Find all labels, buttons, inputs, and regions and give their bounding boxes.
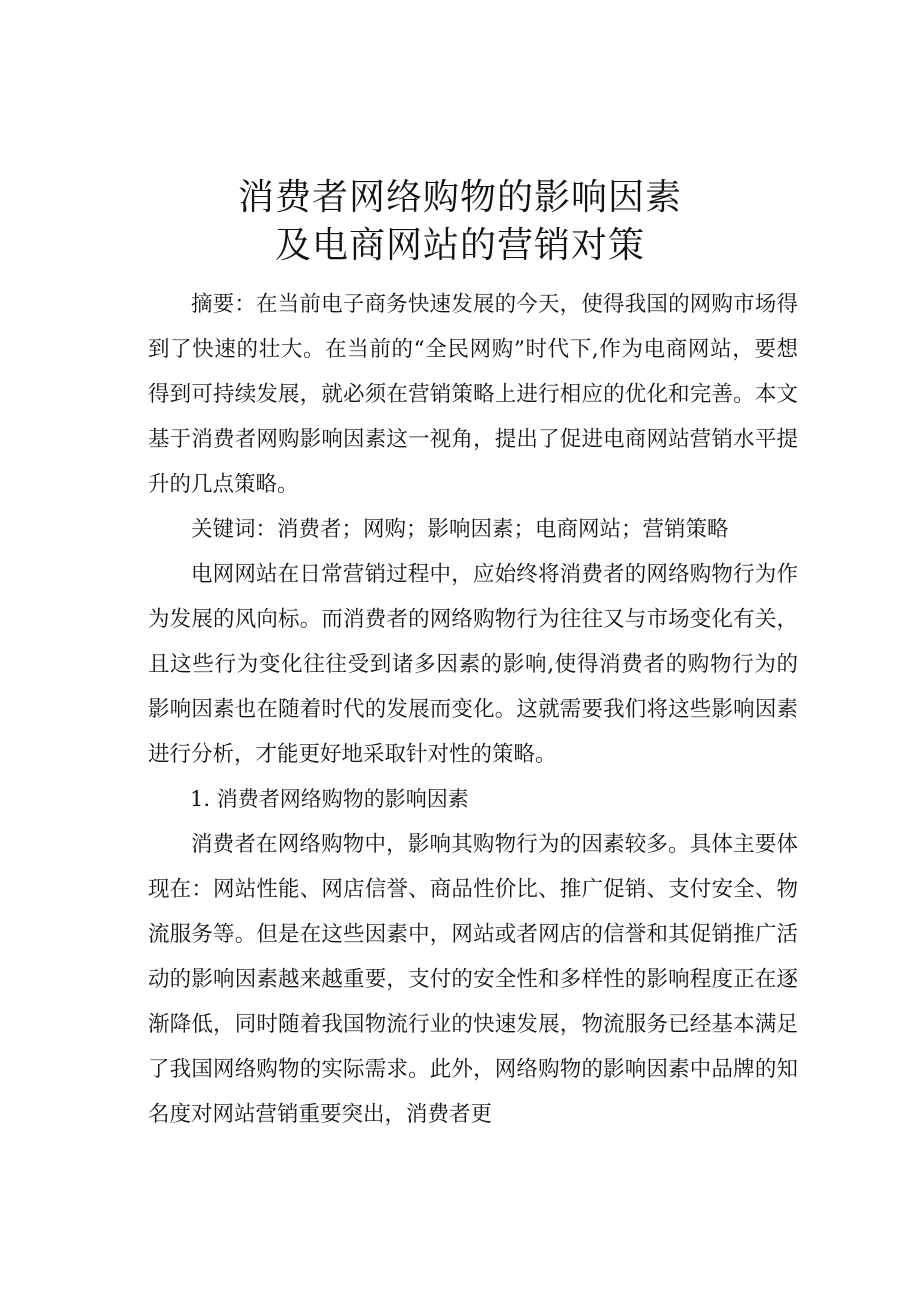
section-paragraph: 消费者在网络购物中，影响其购物行为的因素较多。具体主要体现在：网站性能、网店信誉、商品性价比、推广促销、支付安全、物流服务等。但是在这些因素中，网站或者网店的信誉和其促销推广活动的影响因素越来越重要，支付的安全性和多样性的影响程度正在逐渐降低，同时随着我国物流行业的快速发展，物流服务已经基本满足了我国网络购物的实际需求。此外，网络购物的影响因素中品牌的知名度对网站营销重要突出，消费者更 bbox=[148, 832, 798, 1127]
title-line-2: 及电商网站的营销对策 bbox=[274, 225, 645, 267]
page-title bbox=[0, 174, 920, 270]
abstract-paragraph: 摘要：在当前电子商务快速发展的今天，使得我国的网购市场得到了快速的壮大。在当前的“全民网购”时代下,作为电商网站，要想得到可持续发展，就必须在营销策略上进行相应的优化和完善。本文基于消费者网购影响因素这一视角，提出了促进电商网站营销水平提升的几点策略。 bbox=[148, 292, 798, 497]
title-line-1: 消费者网络购物的影响因素 bbox=[237, 177, 682, 219]
keywords-paragraph: 关键词：消费者；网购；影响因素；电商网站；营销策略 bbox=[191, 517, 729, 542]
document-body bbox=[148, 282, 798, 1137]
section-heading: 1. 消费者网络购物的影响因素 bbox=[190, 787, 469, 811]
intro-paragraph: 电网网站在日常营销过程中，应始终将消费者的网络购物行为作为发展的风向标。而消费者的网络购物行为往往又与市场变化有关，且这些行为变化往往受到诸多因素的影响,使得消费者的购物行为的影响因素也在随着时代的发展而变化。这就需要我们将这些影响因素进行分析，才能更好地采取针对性的策略。 bbox=[148, 562, 798, 767]
